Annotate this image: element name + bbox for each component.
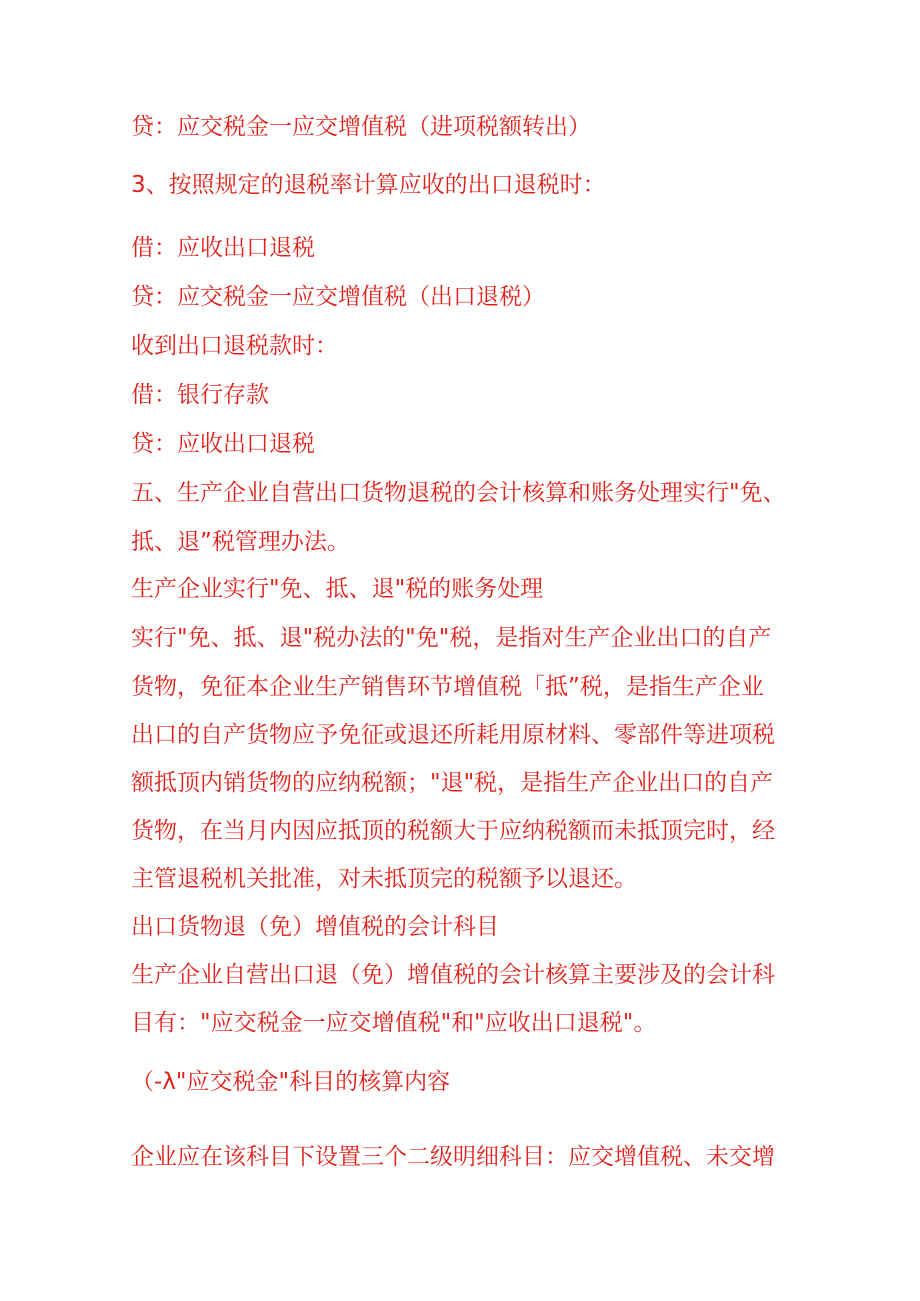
text-line: 贷：应收出口退税 [131, 431, 315, 457]
text-line: 出口的自产货物应予免征或退还所耗用原材料、零部件等进项税 [131, 722, 775, 748]
text-line: 实行"免、抵、退"税办法的"免"税，是指对生产企业出口的自产 [131, 625, 772, 651]
text-line: 货物，在当月内因应抵顶的税额大于应纳税额而未抵顶完时，经 [131, 818, 775, 844]
text-line: 抵、退”税管理办法。 [131, 529, 350, 555]
text-line: 目有："应交税金一应交增值税"和"应收出口退税"。 [131, 1010, 657, 1036]
text-line: 贷：应交税金一应交增值税（出口退税） [131, 284, 545, 310]
text-line: 生产企业实行"免、抵、退"税的账务处理 [131, 576, 544, 602]
text-line: （-λ"应交税金"科目的核算内容 [131, 1069, 451, 1095]
text-line: 3、按照规定的退税率计算应收的出口退税时： [131, 172, 606, 198]
text-line: 出口货物退（免）增值税的会计科目 [131, 914, 499, 940]
text-line: 贷：应交税金一应交增值税（进项税额转出） [131, 114, 591, 140]
text-line: 企业应在该科目下设置三个二级明细科目：应交增值税、未交增 [131, 1144, 775, 1170]
text-line: 货物，免征本企业生产销售环节增值税「抵”税，是指生产企业 [131, 674, 764, 700]
text-line: 五、生产企业自营出口货物退税的会计核算和账务处理实行"免、 [131, 480, 786, 506]
text-line: 额抵顶内销货物的应纳税额；"退"税，是指生产企业出口的自产 [131, 770, 774, 796]
text-line: 借：银行存款 [131, 382, 269, 408]
text-line: 收到出口退税款时： [131, 333, 338, 359]
text-line: 主管退税机关批准，对未抵顶完的税额予以退还。 [131, 866, 637, 892]
text-line: 借：应收出口退税 [131, 235, 315, 261]
text-line: 生产企业自营出口退（免）增值税的会计核算主要涉及的会计科 [131, 962, 775, 988]
